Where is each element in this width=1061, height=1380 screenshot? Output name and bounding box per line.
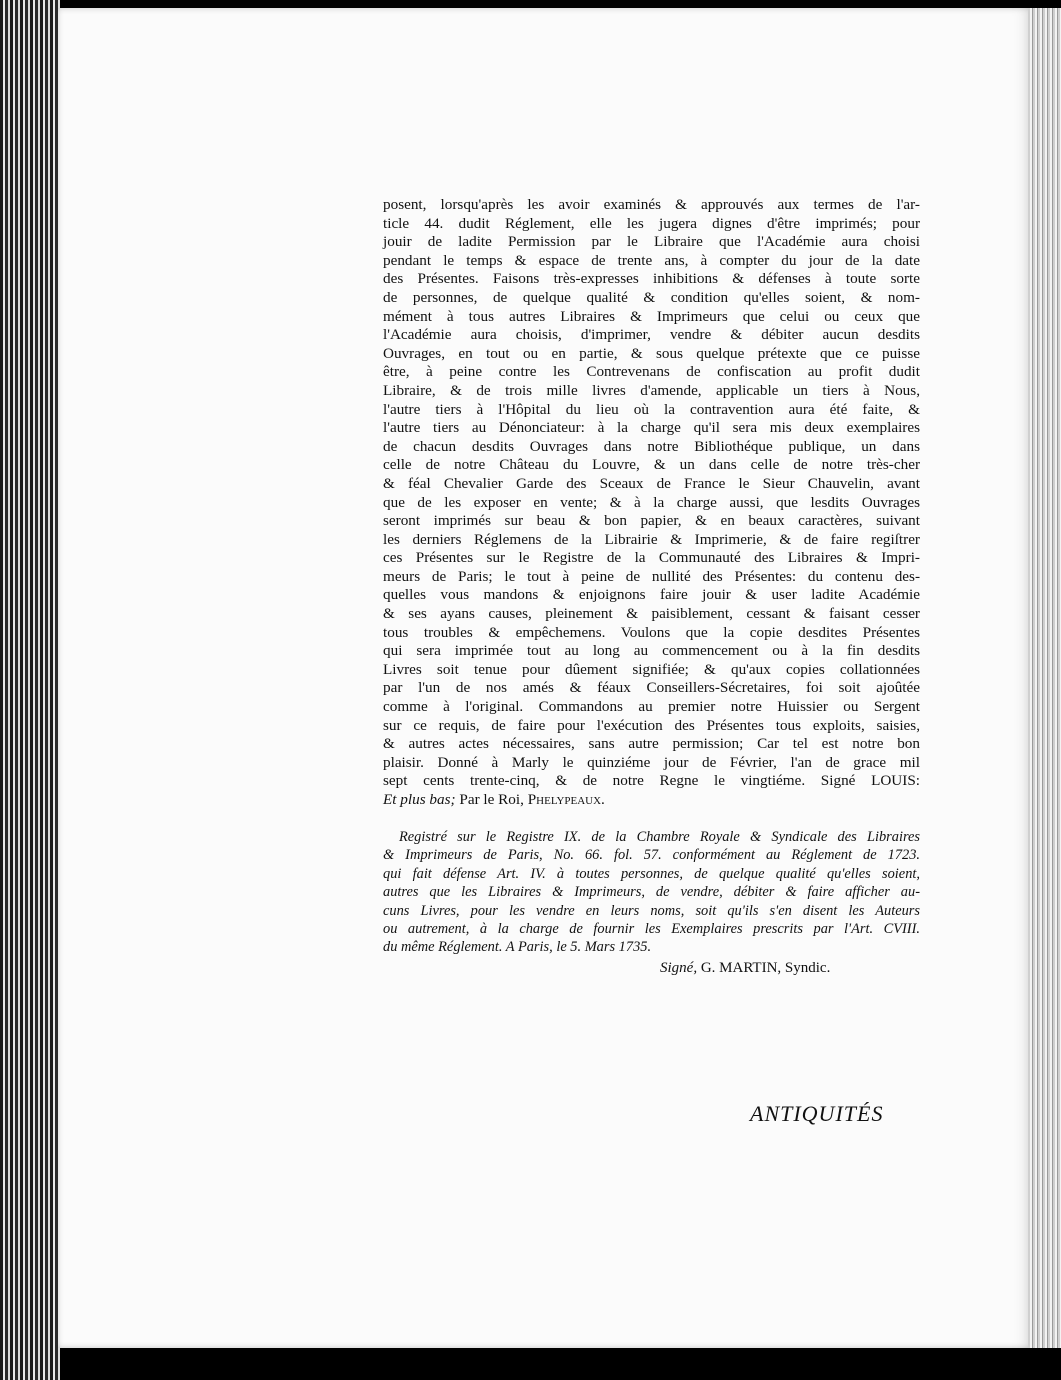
signature-label: Signé, bbox=[660, 960, 698, 976]
closing-prefix: Et plus bas; bbox=[383, 791, 456, 808]
text-line: ces Présentes sur le Registre de la Communauté des Libraires & Impri- bbox=[383, 549, 920, 567]
page-stack-edge bbox=[1028, 8, 1061, 1348]
text-line: Registré sur le Registre IX. de la Chambre Royale & Syndicale des Libraires bbox=[399, 829, 920, 845]
text-line: qui fait défense Art. IV. à toutes personnes, de quelque qualité qu'elles soient, bbox=[383, 865, 920, 882]
text-line: l'autre tiers au Dénonciateur: à la charge qu'il sera mis deux exemplaires bbox=[383, 419, 920, 437]
text-line: de personnes, de quelque qualité & condition qu'elles soient, & nom- bbox=[383, 288, 920, 306]
text-line: qui sera imprimée tout au long au commencement ou à la fin desdits bbox=[383, 642, 920, 660]
text-line: par l'un de nos amés & féaux Conseillers-Sécretaires, foi soit ajoûtée bbox=[383, 679, 920, 697]
text-line: cuns Livres, pour les vendre en leurs noms, soit qu'ils s'en disent les Auteurs bbox=[383, 902, 920, 919]
text-line: & féal Chevalier Garde des Sceaux de France le Sieur Chauvelin, avant bbox=[383, 474, 920, 492]
text-line: ticle 44. dudit Réglement, elle les jugera dignes d'être imprimés; pour bbox=[383, 214, 920, 232]
text-line: jouir de ladite Permission par le Libraire que l'Académie aura choisi bbox=[383, 233, 920, 251]
text-line: les derniers Réglemens de la Librairie & Imprimerie, & de faire regiſtrer bbox=[383, 530, 920, 548]
text-line: Libraire, & de trois mille livres d'amende, applicable un tiers à Nous, bbox=[383, 381, 920, 399]
text-line: & ses ayans causes, pleinement & paisiblement, cessant & faisant cesser bbox=[383, 605, 920, 623]
text-line: Ouvrages, en tout ou en partie, & sous quelque prétexte que ce puisse bbox=[383, 344, 920, 362]
text-line: des Présentes. Faisons très-expresses inhibitions & défenses à toute sorte bbox=[383, 270, 920, 288]
text-line: Livres soit tenue pour dûement signifiée; & qu'aux copies collationnées bbox=[383, 660, 920, 678]
text-line: sept cents trente-cinq, & de notre Regne le vingtiéme. Signé LOUIS: bbox=[383, 772, 920, 790]
text-line: que de les exposer en vente; & à la charge aussi, que lesdits Ouvrages bbox=[383, 493, 920, 511]
text-line: & Imprimeurs de Paris, No. 66. fol. 57. conformément au Réglement de 1723. bbox=[383, 847, 920, 864]
closing-text: Par le Roi, bbox=[455, 791, 528, 808]
text-line: sur ce requis, de faire pour l'exécution des Présentes tous exploits, saisies, bbox=[383, 716, 920, 734]
closing-name: Phelypeaux. bbox=[527, 791, 605, 808]
catchword: ANTIQUITÉS bbox=[750, 1101, 884, 1126]
privilege-text bbox=[383, 196, 920, 791]
text-line: l'Académie aura choisis, d'imprimer, vendre & débiter aucun desdits bbox=[383, 326, 920, 344]
text-line: posent, lorsqu'après les avoir examinés & approuvés aux termes de l'ar- bbox=[383, 196, 920, 213]
text-line: pendant le temps & espace de trente ans, à compter du jour de la date bbox=[383, 251, 920, 269]
text-line: meurs de Paris; le tout à peine de nullité des Présentes: du contenu des- bbox=[383, 567, 920, 585]
text-line: & autres actes nécessaires, sans autre permission; Car tel est notre bon bbox=[383, 735, 920, 753]
text-line: comme à l'original. Commandons au premier notre Huissier ou Sergent bbox=[383, 698, 920, 716]
registry-notice bbox=[383, 828, 920, 957]
closing-line bbox=[383, 791, 920, 810]
text-line: seront imprimés sur beau & bon papier, & en beaux caractères, suivant bbox=[383, 512, 920, 530]
text-line: plaisir. Donné à Marly le quinziéme jour de Février, l'an de grace mil bbox=[383, 753, 920, 771]
text-line: quelles vous mandons & enjoignons faire jouir & user ladite Académie bbox=[383, 586, 920, 604]
text-line: mément à tous autres Libraires & Imprimeurs que celui ou ceux que bbox=[383, 307, 920, 325]
book-spine-edge bbox=[0, 0, 60, 1380]
text-line: ou autrement, à la charge de fournir les Exemplaires prescrits par l'Art. CVIII. bbox=[383, 921, 920, 938]
text-line: l'autre tiers à l'Hôpital du lieu où la contravention aura été faite, & bbox=[383, 400, 920, 418]
text-line: du même Réglement. A Paris, le 5. Mars 1735. bbox=[383, 939, 652, 956]
text-line: être, à peine contre les Contrevenans de confiscation au profit dudit bbox=[383, 363, 920, 381]
text-line: tous troubles & empêchemens. Voulons que la copie desdites Présentes bbox=[383, 623, 920, 641]
text-line: autres que les Libraires & Imprimeurs, de vendre, débiter & faire afficher au- bbox=[383, 884, 920, 901]
signature-name: G. MARTIN, Syndic. bbox=[697, 960, 831, 976]
registry-signature bbox=[660, 960, 920, 977]
text-line: celle de notre Château du Louvre, & un dans celle de notre très-cher bbox=[383, 456, 920, 474]
text-line: de chacun desdits Ouvrages dans notre Bibliothéque publique, un dans bbox=[383, 437, 920, 455]
